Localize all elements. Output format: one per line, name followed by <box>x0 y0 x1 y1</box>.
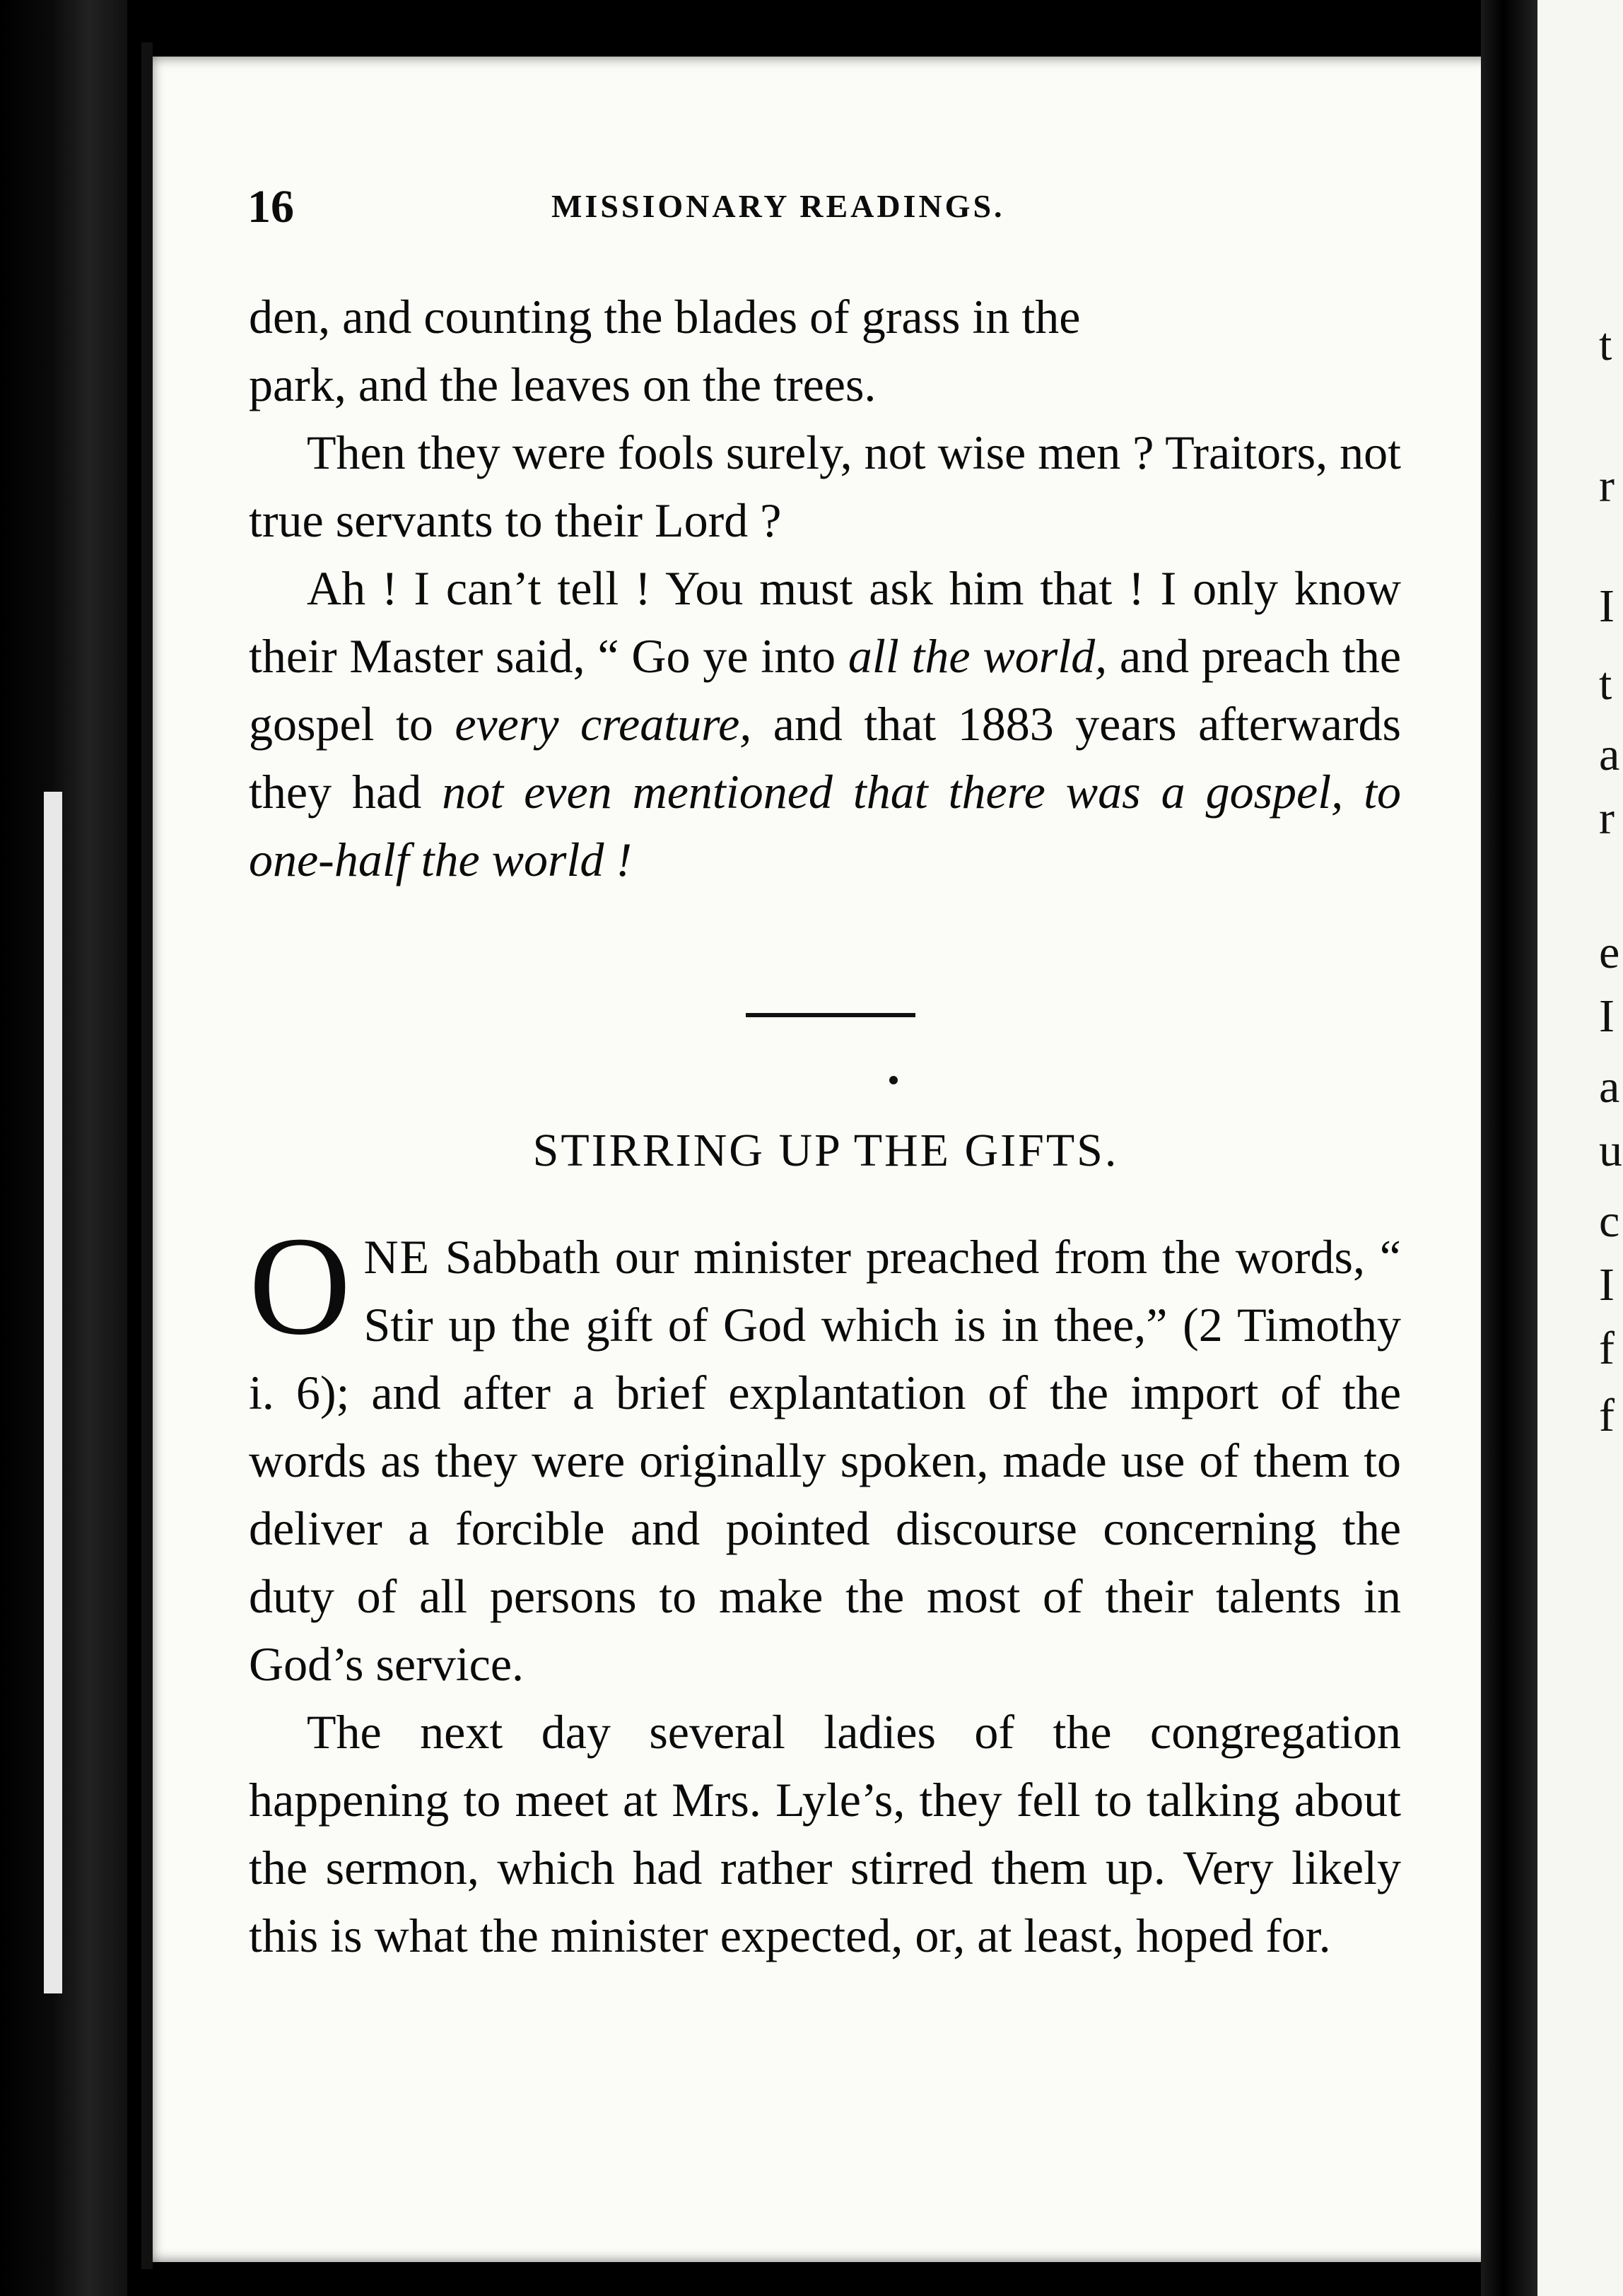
scan-edge-highlight <box>44 792 62 1993</box>
italic-text: every creature, <box>455 697 752 751</box>
facing-page-fragment: a <box>1599 729 1620 780</box>
paragraph: The next day several ladies of the congregation happening to meet at Mrs. Lyle’s, they fell to talking about the sermon, which had rather stirred them up. Very likely this is what the minister expected, or, at least, hoped for. <box>249 1705 1401 1962</box>
paragraph <box>249 554 1401 894</box>
paragraph-text: Ah ! I can’t tell ! You must ask him that ! I only know their Master said, “ Go ye into <box>249 561 1401 683</box>
drop-cap: O <box>249 1208 351 1364</box>
facing-page-fragment: t <box>1599 319 1612 370</box>
facing-page-fragment: f <box>1599 1390 1615 1441</box>
facing-page-fragment: r <box>1599 460 1615 512</box>
running-head: MISSIONARY READINGS. <box>551 188 1005 224</box>
facing-page-fragment: r <box>1599 792 1615 844</box>
text-line: park, and the leaves on the trees. <box>249 358 877 411</box>
facing-page-fragment: I <box>1599 1259 1615 1311</box>
facing-page-fragment: I <box>1599 580 1615 632</box>
facing-page-fragment: e <box>1599 927 1620 978</box>
page-number: 16 <box>247 181 294 233</box>
facing-page-fragment: u <box>1599 1125 1622 1176</box>
italic-text: all the world, <box>848 629 1108 683</box>
section-divider <box>746 1013 915 1017</box>
paragraph-text: Sabbath our minister preached from the words, “ Stir up the gift of God which is in thee,” (2 Timothy i. 6); and after a brief explantation of the import of the words as they were originally spoken, made use of them to deliver a forcible and pointed discourse concerning the duty of all persons to make the most of their talents in God’s service. <box>249 1230 1401 1691</box>
paragraph-text: and preach the gospel to <box>249 629 1402 751</box>
lead-word: NE <box>363 1230 431 1284</box>
continued-passage <box>249 283 1401 894</box>
paragraph: Then they were fools surely, not wise men ? Traitors, not true servants to their Lord ? <box>249 426 1401 547</box>
facing-page-fragment: I <box>1599 990 1615 1042</box>
italic-text: not even mentioned that there was a gospel, to one-half the world ! <box>249 765 1401 886</box>
paragraph-text: and that 1883 years afterwards they had <box>249 697 1402 819</box>
page-header <box>247 180 1378 244</box>
text-line: den, and counting the blades of grass in the <box>249 290 1081 344</box>
facing-page-fragment: t <box>1599 658 1612 710</box>
section-body <box>249 1208 1401 1969</box>
section-title: STIRRING UP THE GIFTS. <box>532 1125 1119 1176</box>
ink-speck <box>889 1076 898 1084</box>
facing-page-fragment: c <box>1599 1195 1620 1247</box>
paragraph <box>249 1208 1401 1698</box>
facing-page-fragment: a <box>1599 1061 1620 1113</box>
facing-page-fragment: f <box>1599 1323 1615 1374</box>
